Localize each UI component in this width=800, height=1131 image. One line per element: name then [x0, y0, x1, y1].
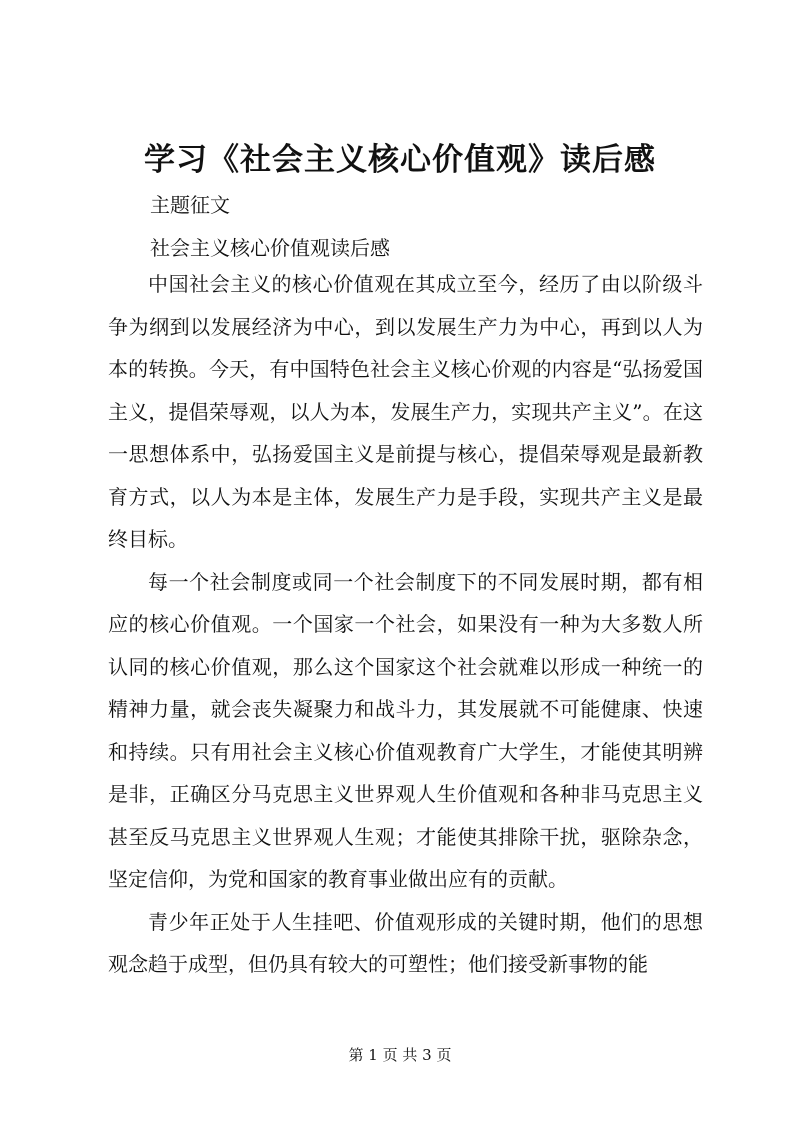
- paragraph-3: 青少年正处于人生挂吧、价值观形成的关键时期，他们的思想观念趋于成型，但仍具有较大的可塑性；他们接受新事物的能: [108, 909, 703, 976]
- document-body: [108, 263, 703, 986]
- document-title: 学习《社会主义核心价值观》读后感: [144, 142, 656, 178]
- subtitle-line: 社会主义核心价值观读后感: [150, 236, 390, 260]
- page-footer: 第 1 页 共 3 页: [348, 1046, 452, 1064]
- topic-line: 主题征文: [150, 193, 230, 217]
- paragraph-1: 中国社会主义的核心价值观在其成立至今，经历了由以阶级斗争为纲到以发展经济为中心，到以发展生产力为中心，再到以人为本的转换。今天，有中国特色社会主义核心价观的内容是“弘扬爱国主义，提倡荣辱观，以人为本，发展生产力，实现共产主义”。在这一思想体系中，弘扬爱国主义是前提与核心，提倡荣辱观是最新教育方式，以人为本是主体，发展生产力是手段，实现共产主义是最终目标。: [108, 272, 703, 551]
- paragraph-2: 每一个社会制度或同一个社会制度下的不同发展时期，都有相应的核心价值观。一个国家一个社会，如果没有一种为大多数人所认同的核心价值观，那么这个国家这个社会就难以形成一种统一的精神力量，就会丧失凝聚力和战斗力，其发展就不可能健康、快速和持续。只有用社会主义核心价值观教育广大学生，才能使其明辨是非，正确区分马克思主义世界观人生价值观和各种非马克思主义甚至反马克思主义世界观人生观；才能使其排除干扰，驱除杂念，坚定信仰，为党和国家的教育事业做出应有的贡献。: [108, 569, 703, 891]
